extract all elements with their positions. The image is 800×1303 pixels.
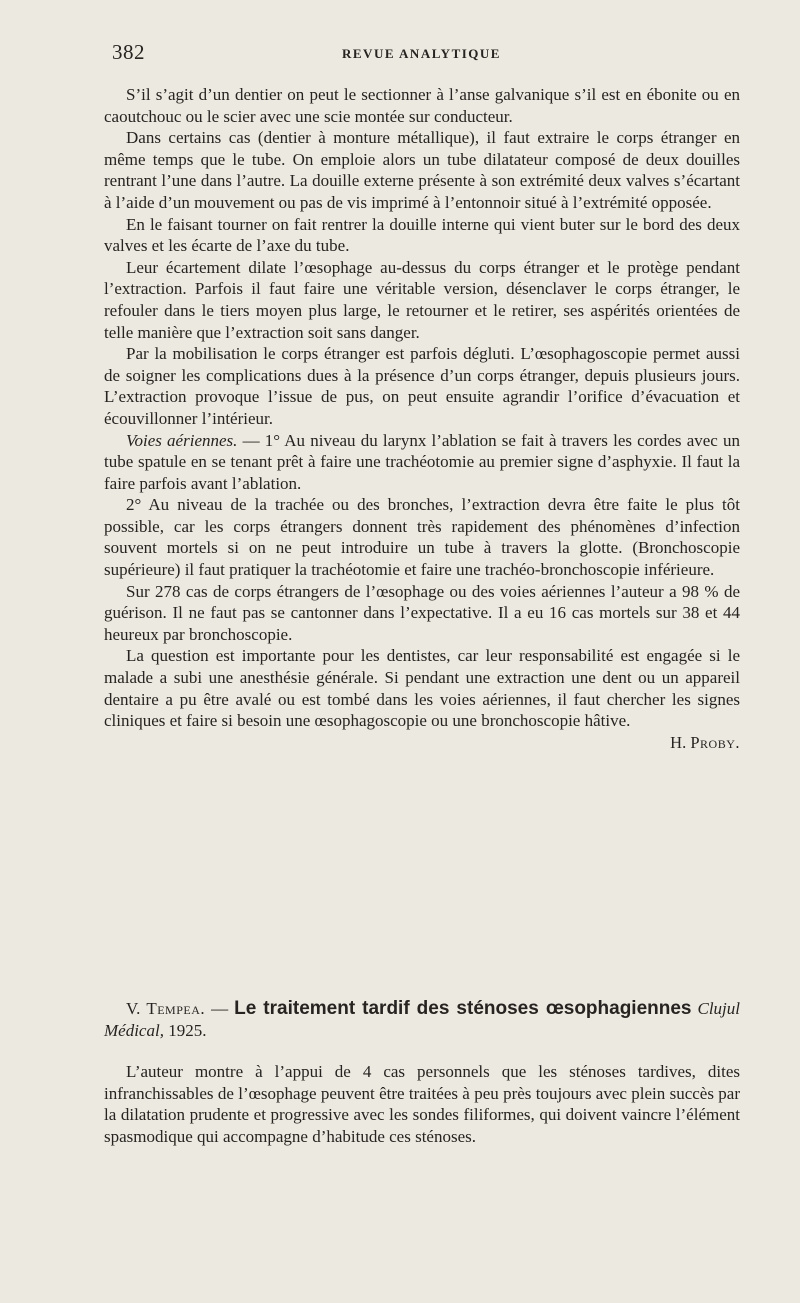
review-body: L’auteur montre à l’appui de 4 cas personnels que les sténoses tardives, dites infranchissables de l’œsophage peuvent être traitées à peu près toujours avec plein succès par la dilatation prudente et progressive avec les sondes filiformes, qui doivent vaincre l’élément spasmodique qui accompagne d’habitude ces sténoses. [104, 1062, 740, 1146]
page-header [112, 40, 740, 70]
paragraph: Dans certains cas (dentier à monture métallique), il faut extraire le corps étranger en même temps que le tube. On emploie alors un tube dilatateur composé de deux douilles rentrant l’une dans l’autre. La douille externe présente à son extrémité deux valves s’écartant à l’aide d’un mouvement ou pas de vis imprimé à l’entonnoir situé à l’extrémité opposée. [104, 128, 740, 212]
paragraph: 2° Au niveau de la trachée ou des bronches, l’extraction devra être faite le plus tôt possible, car les corps étrangers donnent très rapidement des phénomènes d’infection souvent mortels si on ne peut introduire un tube à travers la glotte. (Bronchoscopie supérieure) il faut pratiquer la trachéotomie et faire une trachéo-bronchoscopie inférieure. [104, 495, 740, 580]
section-label: Voies aériennes. [126, 430, 238, 450]
paragraph: S’il s’agit d’un dentier on peut le sectionner à l’anse galvanique s’il est en ébonite ou en caoutchouc ou le scier avec une scie montée sur conducteur. [104, 85, 740, 126]
review-dash: — [205, 999, 235, 1018]
running-title: REVUE ANALYTIQUE [342, 46, 501, 61]
review-year: 1925. [163, 1020, 207, 1040]
review-section [104, 998, 740, 1148]
review-title: Le traitement tardif des sténoses œsophagiennes [234, 998, 692, 1019]
paragraph: Par la mobilisation le corps étranger est parfois dégluti. L’œsophagoscopie permet aussi de soigner les complications dues à la présence d’un corps étranger, depuis plusieurs jours. L’extraction provoque l’issue de pus, on peut ensuite agrandir l’orifice d’évacuation et écouvillonner l’intérieur. [104, 344, 740, 428]
review-journal: Clujul Médical, [104, 999, 740, 1040]
paragraph: Sur 278 cas de corps étrangers de l’œsophage ou des voies aériennes l’auteur a 98 % de guérison. Il ne faut pas se cantonner dans l’expectative. Il a eu 16 cas mortels sur 38 et 44 heureux par bronchoscopie. [104, 581, 740, 644]
paragraph-voies-aeriennes [104, 430, 740, 495]
signature-name: Proby. [690, 732, 740, 752]
section-text: — 1° Au niveau du larynx l’ablation se fait à travers les cordes avec un tube spatule en se tenant prêt à faire une trachéotomie au premier signe d’asphyxie. Il faut la faire parfois avant l’ablation. [104, 430, 740, 493]
page-number: 382 [112, 40, 145, 64]
signature-initial: H. [670, 732, 687, 752]
signature [104, 732, 740, 754]
review-heading [104, 998, 740, 1041]
paragraph: En le faisant tourner on fait rentrer la douille interne qui vient buter sur le bord des deux valves et les écarte de l’axe du tube. [104, 214, 740, 256]
paragraph: La question est importante pour les dentistes, car leur responsabilité est engagée si le malade a subi une anesthésie générale. Si pendant une extraction une dent ou un appareil dentaire a pu être avalé ou est tombé dans les voies aériennes, il faut chercher les signes cliniques et faire si besoin une œsophagoscopie ou une bronchoscopie hâtive. [104, 646, 740, 731]
article-body [104, 84, 740, 753]
review-author: Tempea. [146, 999, 206, 1018]
review-number: V. [126, 999, 141, 1018]
paragraph: Leur écartement dilate l’œsophage au-dessus du corps étranger et le protège pendant l’extraction. Parfois il faut faire une véritable version, désenclaver le corps étranger, le refouler dans le tiers moyen plus large, le retourner et le retirer, ses aspérités orientées de telle manière que l’extraction soit sans danger. [104, 257, 740, 342]
